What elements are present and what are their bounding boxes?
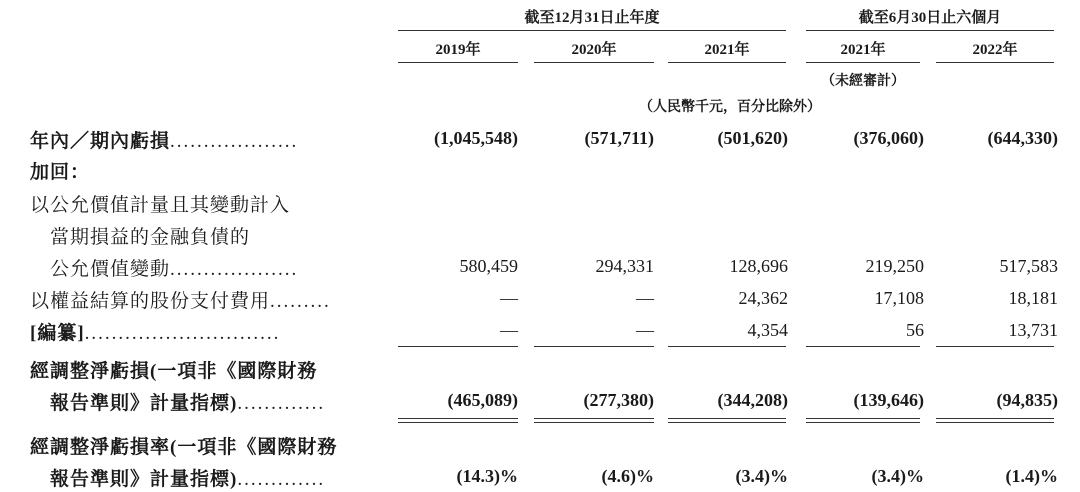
cell-rate-2021: (3.4)% — [735, 466, 788, 486]
total-rule — [806, 422, 920, 423]
subtotal-rule — [398, 346, 518, 347]
subtotal-rule — [806, 346, 920, 347]
year-header: 2020年 — [571, 42, 617, 58]
row-label-share: 以權益結算的股份支付費用......... — [30, 291, 331, 312]
year-header: 2021年 — [840, 42, 886, 58]
total-rule — [936, 418, 1054, 419]
total-rule — [398, 418, 518, 419]
cell-adj-2021h: (139,646) — [853, 390, 924, 410]
add-back-heading: 加回： — [30, 162, 91, 183]
total-rule — [936, 422, 1054, 423]
cell-rate-2020: (4.6)% — [601, 466, 654, 486]
cell-edit-2020: — — [636, 320, 654, 340]
unit-note: （人民幣千元，百分比除外） — [639, 100, 821, 115]
cell-adj-2020: (277,380) — [583, 390, 654, 410]
year-rule — [668, 62, 786, 63]
row-label-fv-3: 公允價值變動................... — [50, 259, 299, 280]
cell-rate-2021h: (3.4)% — [871, 466, 924, 486]
total-rule — [534, 422, 654, 423]
row-label-loss: 年內／期內虧損................... — [30, 131, 299, 152]
cell-share-2021h: 17,108 — [874, 288, 924, 308]
cell-edit-2022h: 13,731 — [1008, 320, 1058, 340]
total-rule — [806, 418, 920, 419]
cell-fv-2022h: 517,583 — [999, 256, 1058, 276]
total-rule — [534, 418, 654, 419]
cell-loss-2019: (1,045,548) — [434, 128, 518, 148]
year-rule — [806, 62, 920, 63]
row-label-adj-1: 經調整淨虧損(一項非《國際財務 — [30, 361, 318, 382]
cell-loss-2022h: (644,330) — [987, 128, 1058, 148]
cell-loss-2021: (501,620) — [717, 128, 788, 148]
total-rule — [398, 422, 518, 423]
cell-rate-2022h: (1.4)% — [1005, 466, 1058, 486]
header-year-end: 截至12月31日止年度 — [524, 10, 660, 26]
year-rule — [398, 62, 518, 63]
cell-fv-2021: 128,696 — [729, 256, 788, 276]
cell-loss-2020: (571,711) — [584, 128, 654, 148]
total-rule — [668, 422, 786, 423]
cell-edit-2021: 4,354 — [747, 320, 788, 340]
row-label-adj-2: 報告準則》計量指標)............. — [50, 393, 326, 414]
header-rule — [806, 30, 1054, 31]
cell-fv-2021h: 219,250 — [865, 256, 924, 276]
cell-adj-2021: (344,208) — [717, 390, 788, 410]
subtotal-rule — [534, 346, 654, 347]
cell-rate-2019: (14.3)% — [456, 466, 518, 486]
subtotal-rule — [936, 346, 1054, 347]
cell-share-2022h: 18,181 — [1008, 288, 1058, 308]
cell-fv-2019: 580,459 — [459, 256, 518, 276]
cell-fv-2020: 294,331 — [595, 256, 654, 276]
row-label-rate-1: 經調整淨虧損率(一項非《國際財務 — [30, 437, 338, 458]
cell-edit-2019: — — [500, 320, 518, 340]
cell-loss-2021h: (376,060) — [853, 128, 924, 148]
row-label-fv-1: 以公允價值計量且其變動計入 — [30, 195, 291, 216]
year-rule — [936, 62, 1054, 63]
row-label-redacted: [編纂]............................. — [30, 323, 281, 344]
row-label-rate-2: 報告準則》計量指標)............. — [50, 469, 326, 490]
cell-share-2019: — — [500, 288, 518, 308]
year-header: 2019年 — [435, 42, 481, 58]
cell-edit-2021h: 56 — [906, 320, 924, 340]
total-rule — [668, 418, 786, 419]
cell-adj-2022h: (94,835) — [996, 390, 1058, 410]
cell-share-2021: 24,362 — [738, 288, 788, 308]
cell-share-2020: — — [636, 288, 654, 308]
subtotal-rule — [668, 346, 786, 347]
header-rule — [398, 30, 786, 31]
year-header: 2021年 — [704, 42, 750, 58]
header-six-months: 截至6月30日止六個月 — [858, 10, 1002, 26]
year-rule — [534, 62, 654, 63]
row-label-fv-2: 當期損益的金融負債的 — [50, 227, 251, 248]
year-header: 2022年 — [972, 42, 1018, 58]
unaudited-note: （未經審計） — [821, 74, 905, 89]
cell-adj-2019: (465,089) — [447, 390, 518, 410]
